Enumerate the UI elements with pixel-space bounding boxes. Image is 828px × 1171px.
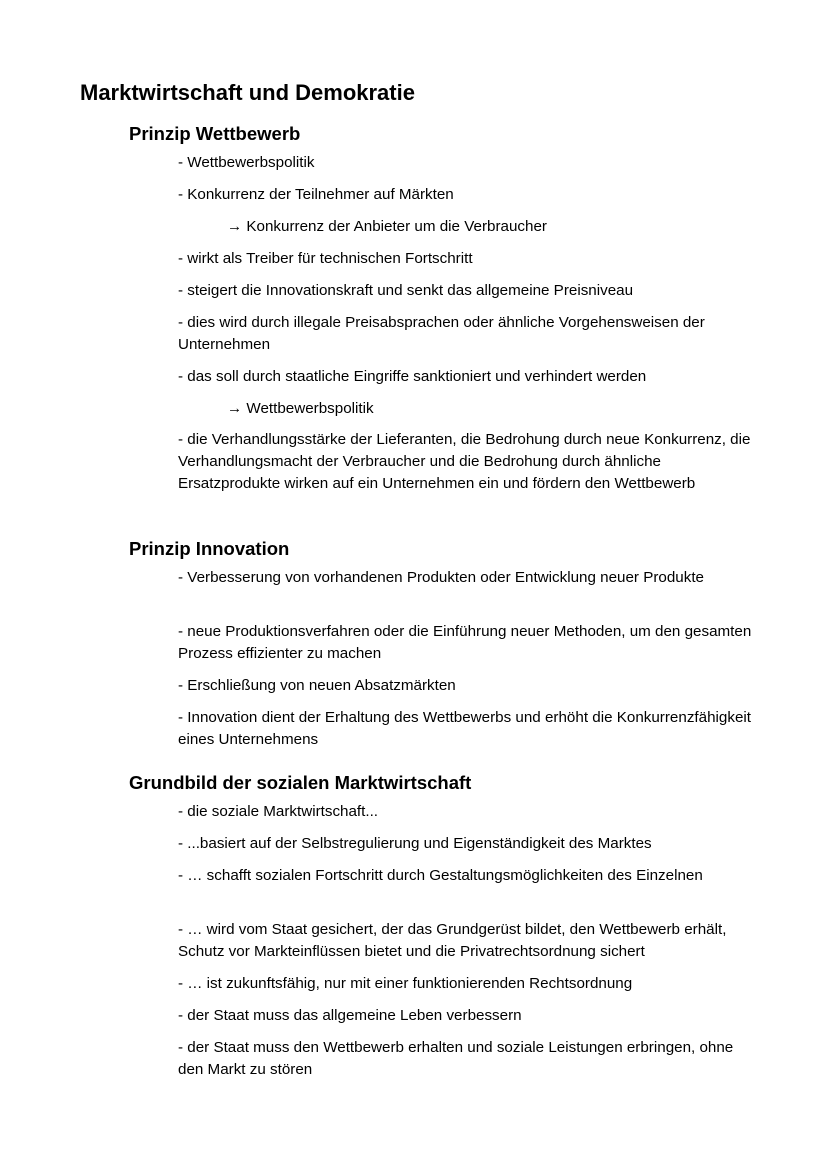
list-item: - … wird vom Staat gesichert, der das Grundgerüst bildet, den Wettbewerb erhält, Schutz vor Markteinflüssen bietet und die Privatrechtsordnung sichert [178,921,727,960]
list-item: - die Verhandlungsstärke der Lieferanten, die Bedrohung durch neue Konkurrenz, die Verhandlungsmacht der Verbraucher und die Bedrohung durch ähnliche Ersatzprodukte wirken auf ein Unternehmen ein und fördern den Wettbewerb [178,431,751,492]
arrow-list-item: → Konkurrenz der Anbieter um die Verbraucher [227,218,547,235]
list-item: - … ist zukunftsfähig, nur mit einer funktionierenden Rechtsordnung [178,975,633,992]
list-item: - der Staat muss das allgemeine Leben verbessern [178,1007,522,1024]
arrow-list-item: → Wettbewerbspolitik [227,400,374,417]
list-item: - Verbesserung von vorhandenen Produkten oder Entwicklung neuer Produkte [178,569,704,586]
list-item: - … schafft sozialen Fortschritt durch Gestaltungsmöglichkeiten des Einzelnen [178,867,703,884]
list-item: - das soll durch staatliche Eingriffe sanktioniert und verhindert werden [178,368,647,385]
list-item: - Konkurrenz der Teilnehmer auf Märkten [178,186,454,203]
list-item: - der Staat muss den Wettbewerb erhalten und soziale Leistungen erbringen, ohne den Markt zu stören [178,1039,734,1078]
list-item: - wirkt als Treiber für technischen Fortschritt [178,250,473,267]
list-item: - die soziale Marktwirtschaft... [178,803,379,820]
list-item: - ...basiert auf der Selbstregulierung und Eigenständigkeit des Marktes [178,835,652,852]
list-item: - dies wird durch illegale Preisabsprachen oder ähnliche Vorgehensweisen der Unternehmen [178,314,705,353]
section-heading-innovation: Prinzip Innovation [129,538,290,559]
list-item: - Erschließung von neuen Absatzmärkten [178,677,456,694]
section-heading-soziale-marktwirtschaft: Grundbild der sozialen Marktwirtschaft [129,772,472,793]
list-item: - steigert die Innovationskraft und senkt das allgemeine Preisniveau [178,282,634,299]
list-item: - Wettbewerbspolitik [178,154,315,171]
section-heading-wettbewerb: Prinzip Wettbewerb [129,123,301,144]
list-item: - neue Produktionsverfahren oder die Einführung neuer Methoden, um den gesamten Prozess effizienter zu machen [178,623,752,662]
list-item: - Innovation dient der Erhaltung des Wettbewerbs und erhöht die Konkurrenzfähigkeit eines Unternehmens [178,709,751,748]
document-title: Marktwirtschaft und Demokratie [80,80,415,105]
